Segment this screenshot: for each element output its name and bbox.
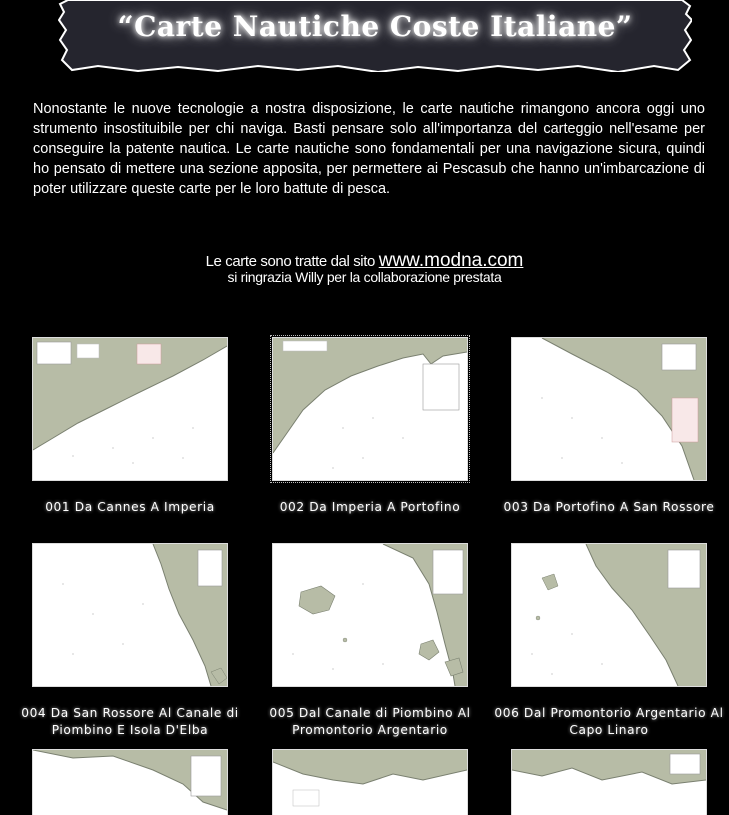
chart-caption[interactable]: 002 Da Imperia A Portofino: [279, 500, 461, 514]
credits-thanks: si ringrazia Willy per la collaborazione prestata: [227, 269, 502, 285]
chart-caption[interactable]: 006 Dal Promontorio Argentario Al Capo Linaro: [494, 706, 724, 737]
chart-thumbnail[interactable]: [511, 337, 707, 481]
chart-card-007[interactable]: [32, 749, 228, 815]
modna-site-link[interactable]: www.modna.com: [378, 250, 524, 271]
credits: [0, 251, 729, 285]
chart-card-002[interactable]: [272, 337, 468, 516]
chart-card-004[interactable]: [21, 543, 239, 739]
chart-thumbnail[interactable]: [272, 749, 468, 815]
chart-thumbnail[interactable]: [32, 337, 228, 481]
chart-caption[interactable]: 004 Da San Rossore Al Canale di Piombino E Isola D'Elba: [21, 706, 239, 737]
chart-caption[interactable]: 001 Da Cannes A Imperia: [45, 500, 215, 514]
chart-thumbnail[interactable]: [32, 543, 228, 687]
chart-card-009[interactable]: [511, 749, 707, 815]
chart-card-001[interactable]: [32, 337, 228, 516]
chart-thumbnail[interactable]: [272, 543, 468, 687]
chart-card-006[interactable]: [494, 543, 724, 739]
chart-card-005[interactable]: [269, 543, 471, 739]
chart-thumbnail[interactable]: [511, 543, 707, 687]
intro-paragraph: Nonostante le nuove tecnologie a nostra disposizione, le carte nautiche rimangono ancora oggi uno strumento insostituibile per chi naviga. Basti pensare solo all'importanza del carteggio nell'esame per conseguire la patente nautica. Le carte nautiche sono fondamentali per una navigazione sicura, quindi ho pensato di mettere una sezione apposita, per permettere ai Pescasub che hanno un'imbarcazione di poter utilizzare queste carte per le loro battute di pesca.: [33, 101, 705, 197]
title-banner: [58, 0, 692, 72]
chart-thumbnail[interactable]: [511, 749, 707, 815]
chart-thumbnail[interactable]: [272, 337, 468, 481]
chart-caption[interactable]: 003 Da Portofino A San Rossore: [503, 500, 715, 514]
chart-caption[interactable]: 005 Dal Canale di Piombino Al Promontorio Argentario: [269, 706, 471, 737]
chart-card-008[interactable]: [272, 749, 468, 815]
chart-card-003[interactable]: [503, 337, 715, 516]
chart-thumbnail[interactable]: [32, 749, 228, 815]
credits-prefix: Le carte sono tratte dal sito: [205, 253, 375, 270]
page-title: “Carte Nautiche Coste Italiane”: [117, 10, 633, 43]
